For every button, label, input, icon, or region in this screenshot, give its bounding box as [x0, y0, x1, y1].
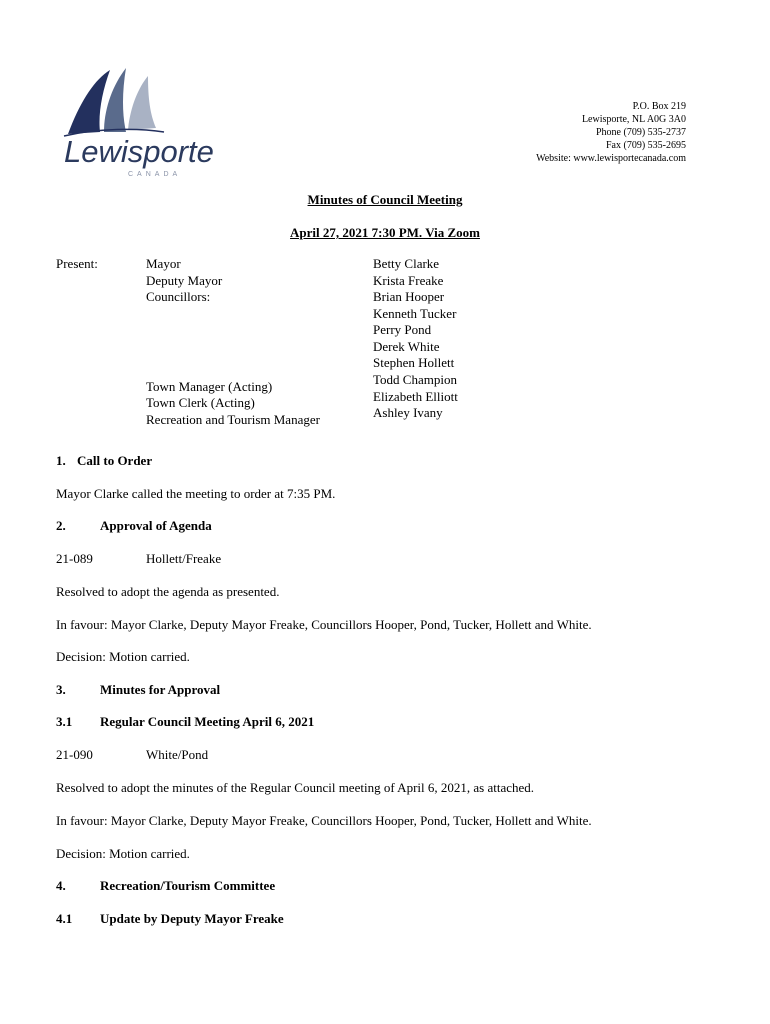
section-2-number: 2. — [56, 518, 66, 533]
logo-country: CANADA — [128, 171, 182, 178]
section-1-text: Mayor Clarke called the meeting to order at 7:35 PM. — [56, 486, 336, 501]
name-item: Betty Clarke — [373, 256, 440, 271]
role-item: Recreation and Tourism Manager — [146, 411, 320, 427]
address-line: Lewisporte, NL A0G 3A0 — [581, 114, 686, 125]
roles-column — [146, 256, 320, 428]
address-line: Fax (709) 535-2695 — [606, 140, 686, 151]
section-4-title: Recreation/Tourism Committee — [100, 878, 276, 893]
logo-wordmark: Lewisporte — [64, 134, 214, 169]
name-item: Stephen Hollett — [373, 355, 455, 370]
name-item: Brian Hooper — [373, 289, 445, 304]
role-item: Town Manager (Acting) — [146, 378, 273, 394]
section-3-title: Minutes for Approval — [100, 682, 221, 697]
section-3-1-number: 3.1 — [56, 714, 73, 729]
name-item: Kenneth Tucker — [373, 305, 457, 321]
name-item: Derek White — [373, 338, 440, 354]
section-2-title: Approval of Agenda — [100, 518, 212, 533]
name-item: Ashley Ivany — [373, 405, 443, 420]
resolution-text: Resolved to adopt the minutes of the Regular Council meeting of April 6, 2021, as attached. — [56, 780, 535, 795]
document-title: Minutes of Council Meeting — [307, 192, 463, 207]
motion-number: 21-089 — [56, 551, 93, 566]
section-1-number: 1. — [56, 453, 66, 468]
section-4-1-number: 4.1 — [56, 911, 73, 926]
section-3-1-title: Regular Council Meeting April 6, 2021 — [100, 714, 315, 729]
town-logo — [58, 62, 228, 182]
meeting-date: April 27, 2021 7:30 PM. Via Zoom — [290, 225, 480, 240]
name-item: Perry Pond — [373, 322, 432, 337]
address-line: P.O. Box 219 — [632, 101, 686, 112]
spacer — [146, 306, 320, 339]
motion-movers: White/Pond — [146, 747, 209, 762]
role-item: Councillors: — [146, 289, 211, 304]
section-1-title: Call to Order — [77, 453, 153, 468]
resolution-text: Resolved to adopt the agenda as presented. — [56, 584, 280, 599]
name-item: Krista Freake — [373, 272, 444, 288]
role-item: Mayor — [146, 256, 181, 271]
vote-in-favour: In favour: Mayor Clarke, Deputy Mayor Freake, Councillors Hooper, Pond, Tucker, Hollett and White. — [56, 813, 592, 828]
spacer — [146, 372, 320, 379]
names-column — [373, 256, 458, 422]
motion-number: 21-090 — [56, 747, 93, 762]
name-item: Todd Champion — [373, 372, 457, 387]
role-item: Town Clerk (Acting) — [146, 395, 255, 410]
present-label: Present: — [56, 256, 98, 271]
motion-movers: Hollett/Freake — [146, 551, 222, 566]
decision-text: Decision: Motion carried. — [56, 649, 190, 664]
decision-text: Decision: Motion carried. — [56, 846, 190, 861]
section-3-number: 3. — [56, 682, 66, 697]
address-block — [386, 100, 686, 165]
vote-in-favour: In favour: Mayor Clarke, Deputy Mayor Freake, Councillors Hooper, Pond, Tucker, Hollett and White. — [56, 617, 592, 632]
address-line: Phone (709) 535-2737 — [596, 127, 686, 138]
role-item: Deputy Mayor — [146, 272, 223, 288]
section-4-number: 4. — [56, 878, 66, 893]
sail-logo-icon — [58, 62, 228, 182]
address-line: Website: www.lewisportecanada.com — [536, 153, 686, 164]
section-4-1-title: Update by Deputy Mayor Freake — [100, 911, 284, 926]
name-item: Elizabeth Elliott — [373, 388, 458, 404]
spacer — [146, 339, 320, 372]
